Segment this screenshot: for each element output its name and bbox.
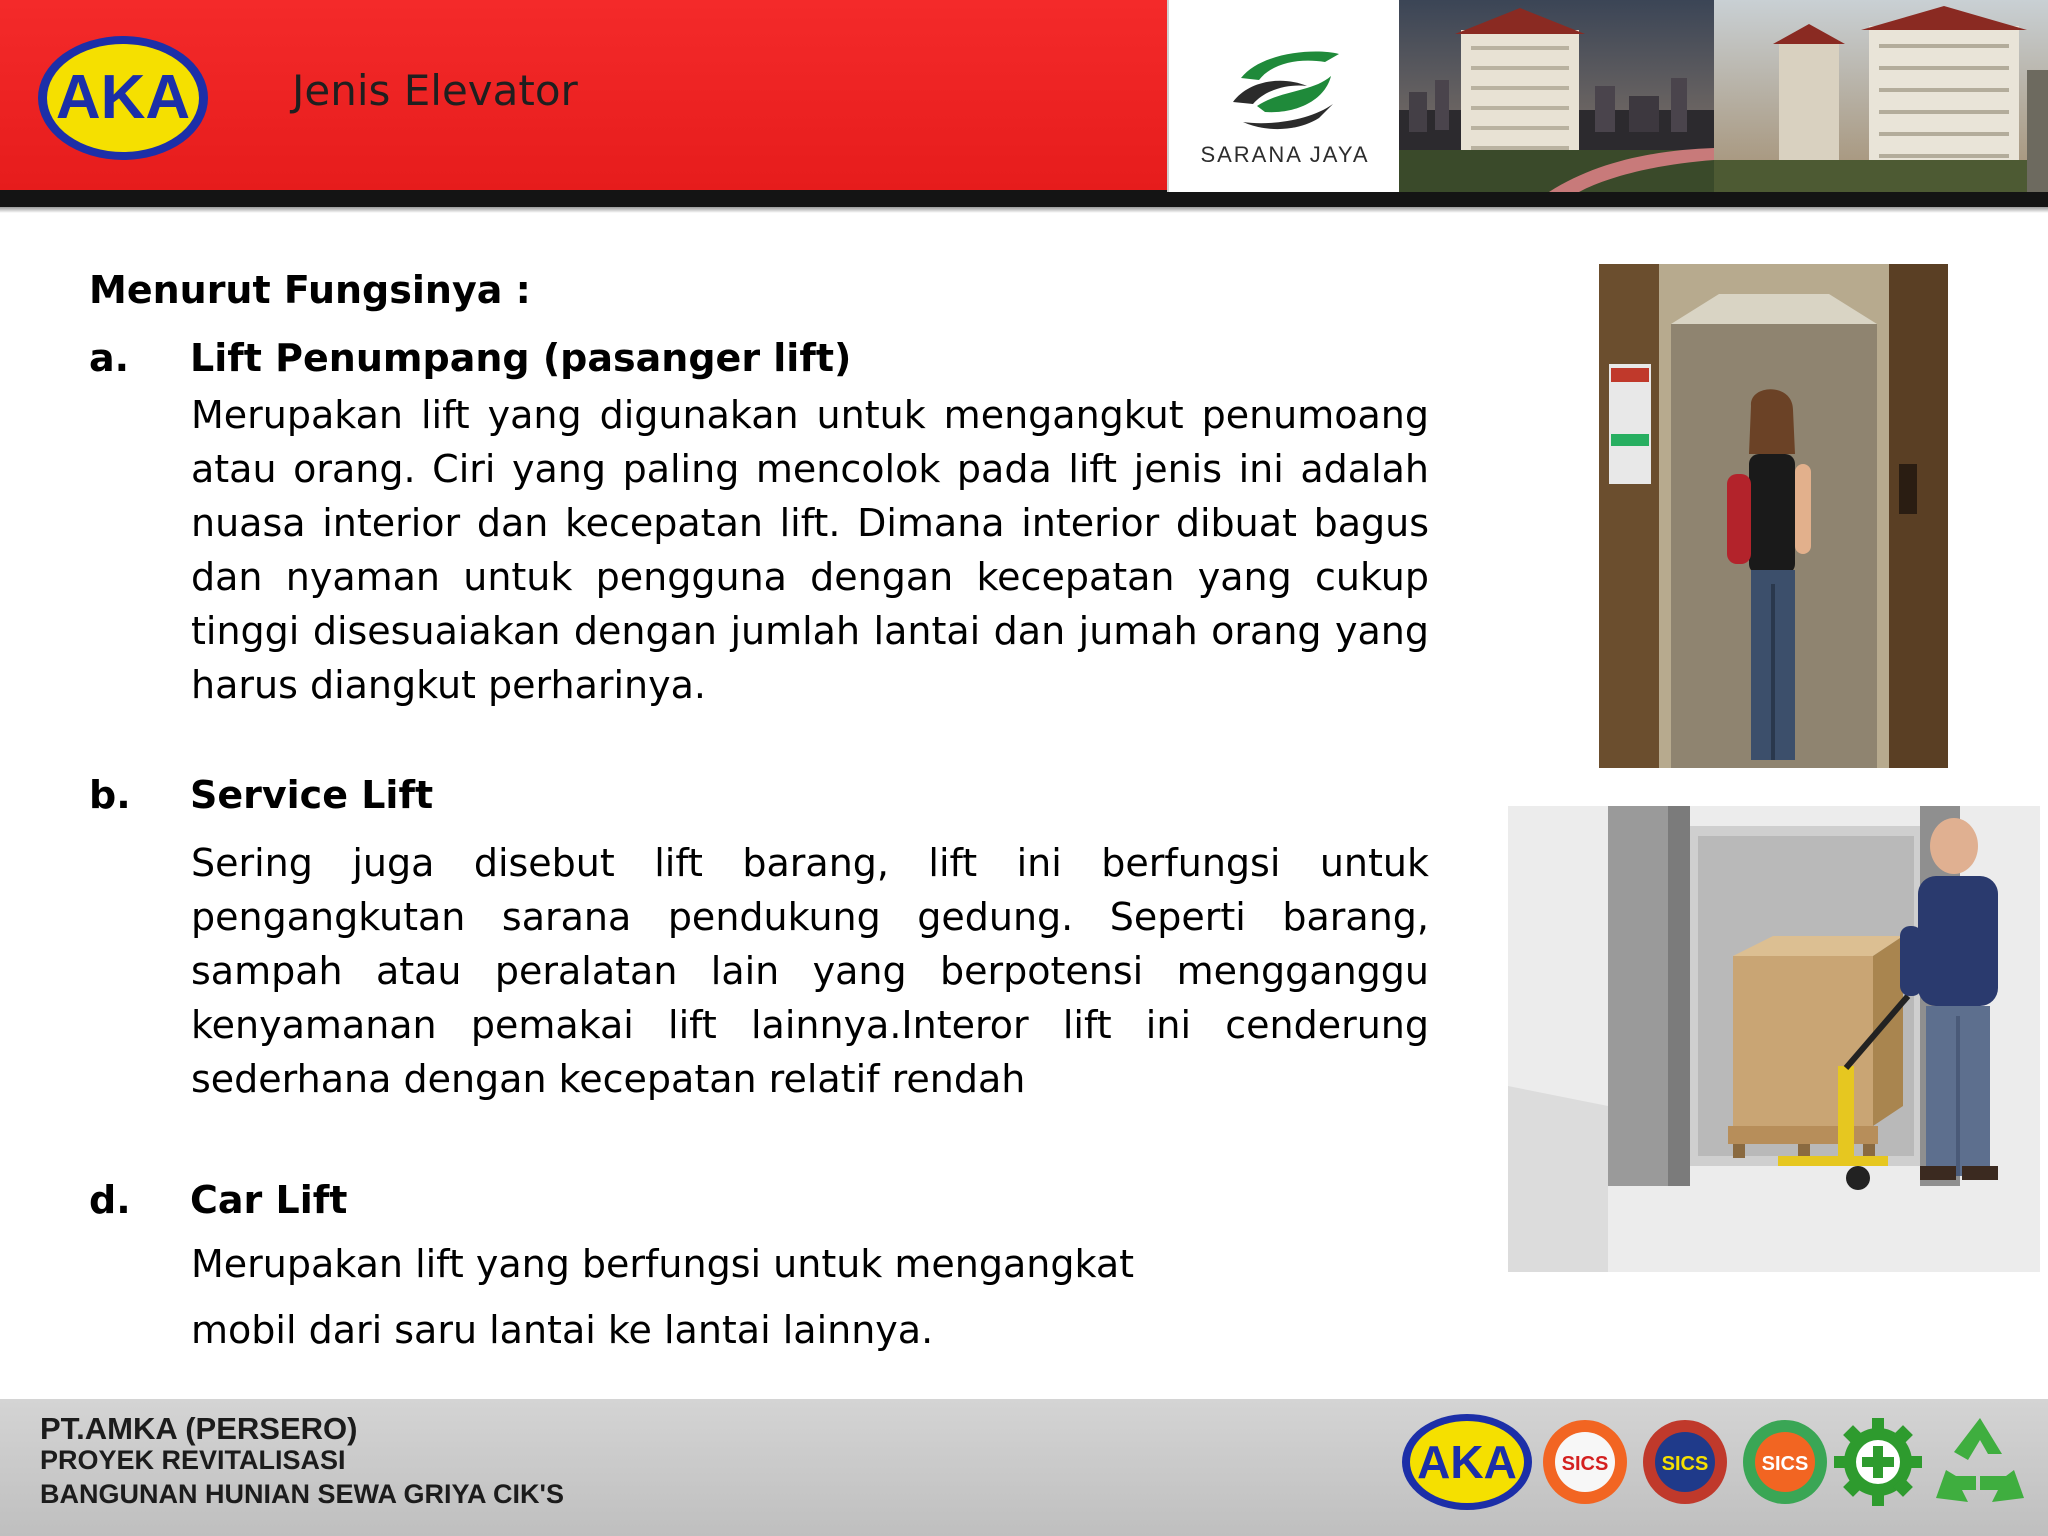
- section-heading: Menurut Fungsinya :: [89, 268, 531, 312]
- recycle-icon: [1932, 1412, 2028, 1512]
- item-title: Service Lift: [190, 773, 434, 817]
- sics-badge-text: SICS: [1561, 1453, 1609, 1475]
- footer-project-line: PROYEK REVITALISASI: [40, 1445, 346, 1475]
- sics-badge-text: SICS: [1761, 1453, 1809, 1475]
- page-title: Jenis Elevator: [292, 66, 578, 115]
- safety-gear-icon: [1830, 1412, 1926, 1512]
- sarana-jaya-caption: SARANA JAYA: [1200, 142, 1370, 167]
- service-lift-photo: [1508, 806, 2040, 1272]
- amka-logo-text: AKA: [55, 63, 191, 132]
- sics-badge-text: SICS: [1661, 1453, 1709, 1475]
- item-title: Car Lift: [190, 1178, 348, 1222]
- passenger-lift-photo: [1599, 264, 1948, 768]
- item-description: Merupakan lift yang digunakan untuk mengangkut penumoang atau orang. Ciri yang paling mencolok pada lift jenis ini adalah nuasa interior dan kecepatan lift. Dimana interior dibuat bagus dan nyaman untuk pengguna dengan kecepatan yang cukup tinggi disesuaiakan dengan jumlah lantai dan jumah orang yang harus diangkut perharinya.: [191, 393, 1429, 707]
- footer-project-name: BANGUNAN HUNIAN SEWA GRIYA CIK'S: [40, 1479, 564, 1509]
- item-marker: a.: [89, 336, 130, 380]
- item-description-line: mobil dari saru lantai ke lantai lainnya.: [191, 1308, 934, 1352]
- sics-certification-badge-1: [1540, 1412, 1630, 1512]
- item-description: Sering juga disebut lift barang, lift ini berfungsi untuk pengangkutan sarana pendukung gedung. Seperti barang, sampah atau peralatan lain yang berpotensi mengganggu kenyamanan pemakai lift lainnya.Interor lift ini cenderung sederhana dengan kecepatan relatif rendah: [191, 841, 1429, 1101]
- footer-company-name: PT.AMKA (PERSERO): [40, 1411, 358, 1446]
- passenger-lift-image: [1599, 264, 1948, 768]
- item-marker: d.: [89, 1178, 131, 1222]
- sics-certification-badge-2: [1640, 1412, 1730, 1512]
- item-title: Lift Penumpang (pasanger lift): [190, 336, 852, 380]
- service-lift-image: [1508, 806, 2040, 1272]
- sics-certification-badge-3: [1740, 1412, 1830, 1512]
- item-description-line: Merupakan lift yang berfungsi untuk mengangkat: [191, 1242, 1135, 1286]
- amka-footer-logo-text: AKA: [1417, 1436, 1517, 1488]
- amka-footer-logo: [1400, 1412, 1534, 1512]
- item-marker: b.: [89, 773, 131, 817]
